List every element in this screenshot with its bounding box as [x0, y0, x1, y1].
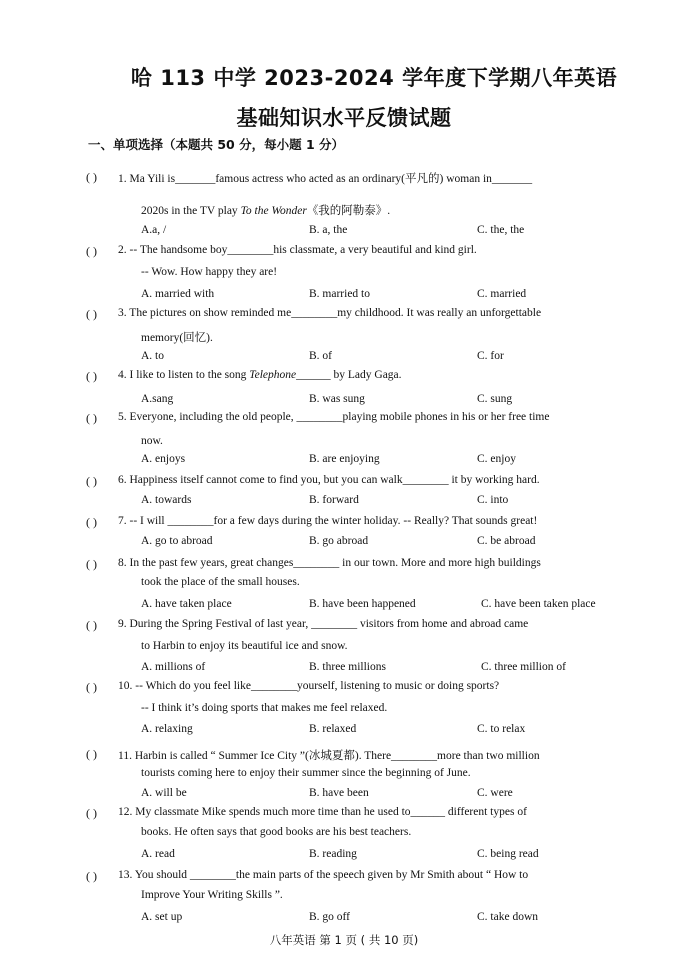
option-a: A. read: [141, 848, 175, 860]
question-stem: 11. Harbin is called “ Summer Ice City ”(冰城夏都). There________more than two million: [118, 750, 540, 762]
option-c: C. take down: [477, 911, 539, 923]
question-continuation: 2020s in the TV play To the Wonder《我的阿勒泰》.: [141, 205, 391, 217]
question-stem: 13. You should ________the main parts of the speech given by Mr Smith about “ How to: [118, 869, 529, 881]
option-c: C. three million of: [481, 661, 566, 673]
answer-blank[interactable]: ( ): [86, 618, 97, 632]
option-b: B. relaxed: [309, 723, 357, 735]
option-c: C. being read: [477, 848, 539, 860]
question-stem: 7. -- I will ________for a few days during the winter holiday. -- Really? That sounds great!: [118, 515, 538, 527]
question-continuation: took the place of the small houses.: [141, 576, 300, 588]
question-continuation: -- Wow. How happy they are!: [141, 266, 278, 278]
question-stem: 12. My classmate Mike spends much more time than he used to______ different types of: [118, 806, 527, 818]
page-footer: 八年英语 第 1 页 ( 共 10 页): [269, 933, 419, 947]
option-b: B. three millions: [309, 661, 386, 673]
exam-subtitle: 基础知识水平反馈试题: [236, 106, 452, 130]
option-c: C. for: [477, 350, 504, 362]
question-stem: 3. The pictures on show reminded me________my childhood. It was really an unforgettable: [118, 307, 542, 319]
option-a: A. married with: [141, 288, 215, 300]
question-stem: 2. -- The handsome boy________his classmate, a very beautiful and kind girl.: [118, 244, 477, 256]
answer-blank[interactable]: ( ): [86, 806, 97, 820]
option-a: A. will be: [141, 787, 187, 799]
answer-blank[interactable]: ( ): [86, 369, 97, 383]
answer-blank[interactable]: ( ): [86, 170, 97, 184]
question-stem: 10. -- Which do you feel like________yourself, listening to music or doing sports?: [118, 680, 500, 692]
option-c: C. the, the: [477, 224, 525, 236]
answer-blank[interactable]: ( ): [86, 680, 97, 694]
option-b: B. have been happened: [309, 598, 416, 610]
option-a: A. relaxing: [141, 723, 193, 735]
question-continuation: Improve Your Writing Skills ”.: [141, 889, 283, 901]
option-b: B. was sung: [309, 393, 365, 405]
question-continuation: to Harbin to enjoy its beautiful ice and snow.: [141, 640, 348, 652]
section-heading: 一、单项选择（本题共 50 分，每小题 1 分）: [88, 137, 345, 152]
option-c: C. be abroad: [477, 535, 536, 547]
option-b: B. have been: [309, 787, 369, 799]
option-a: A. go to abroad: [141, 535, 213, 547]
question-stem: 9. During the Spring Festival of last year, ________ visitors from home and abroad came: [118, 618, 529, 630]
option-a: A. to: [141, 350, 164, 362]
option-b: B. are enjoying: [309, 453, 380, 465]
answer-blank[interactable]: ( ): [86, 515, 97, 529]
question-continuation: -- I think it’s doing sports that makes me feel relaxed.: [141, 702, 388, 714]
answer-blank[interactable]: ( ): [86, 474, 97, 488]
option-c: C. have been taken place: [481, 598, 596, 610]
question-stem: 4. I like to listen to the song Telephone______ by Lady Gaga.: [118, 369, 402, 381]
question-stem: 6. Happiness itself cannot come to find you, but you can walk________ it by working hard.: [118, 474, 540, 486]
question-stem: 5. Everyone, including the old people, ________playing mobile phones in his or her free time: [118, 411, 550, 423]
option-b: B. married to: [309, 288, 370, 300]
option-a: A. towards: [141, 494, 192, 506]
option-a: A. enjoys: [141, 453, 186, 465]
option-b: B. of: [309, 350, 332, 362]
answer-blank[interactable]: ( ): [86, 244, 97, 258]
option-b: B. reading: [309, 848, 357, 860]
option-a: A. have taken place: [141, 598, 232, 610]
option-c: C. sung: [477, 393, 513, 405]
question-continuation: now.: [141, 435, 163, 447]
answer-blank[interactable]: ( ): [86, 411, 97, 425]
question-continuation: memory(回忆).: [141, 332, 213, 344]
option-a: A.a, /: [141, 224, 167, 236]
option-c: C. to relax: [477, 723, 526, 735]
question-continuation: books. He often says that good books are his best teachers.: [141, 826, 412, 838]
option-c: C. were: [477, 787, 513, 799]
exam-title: 哈 113 中学 2023-2024 学年度下学期八年英语: [130, 66, 618, 90]
option-a: A. set up: [141, 911, 183, 923]
option-b: B. a, the: [309, 224, 348, 236]
option-b: B. forward: [309, 494, 359, 506]
option-c: C. into: [477, 494, 509, 506]
question-stem: 1. Ma Yili is_______famous actress who acted as an ordinary(平凡的) woman in_______: [118, 173, 533, 185]
answer-blank[interactable]: ( ): [86, 869, 97, 883]
question-continuation: tourists coming here to enjoy their summer since the beginning of June.: [141, 767, 471, 779]
option-c: C. married: [477, 288, 527, 300]
answer-blank[interactable]: ( ): [86, 557, 97, 571]
option-a: A.sang: [141, 393, 174, 405]
question-stem: 8. In the past few years, great changes________ in our town. More and more high buildings: [118, 557, 541, 569]
answer-blank[interactable]: ( ): [86, 747, 97, 761]
option-b: B. go off: [309, 911, 350, 923]
answer-blank[interactable]: ( ): [86, 307, 97, 321]
option-c: C. enjoy: [477, 453, 516, 465]
option-b: B. go abroad: [309, 535, 369, 547]
option-a: A. millions of: [141, 661, 206, 673]
